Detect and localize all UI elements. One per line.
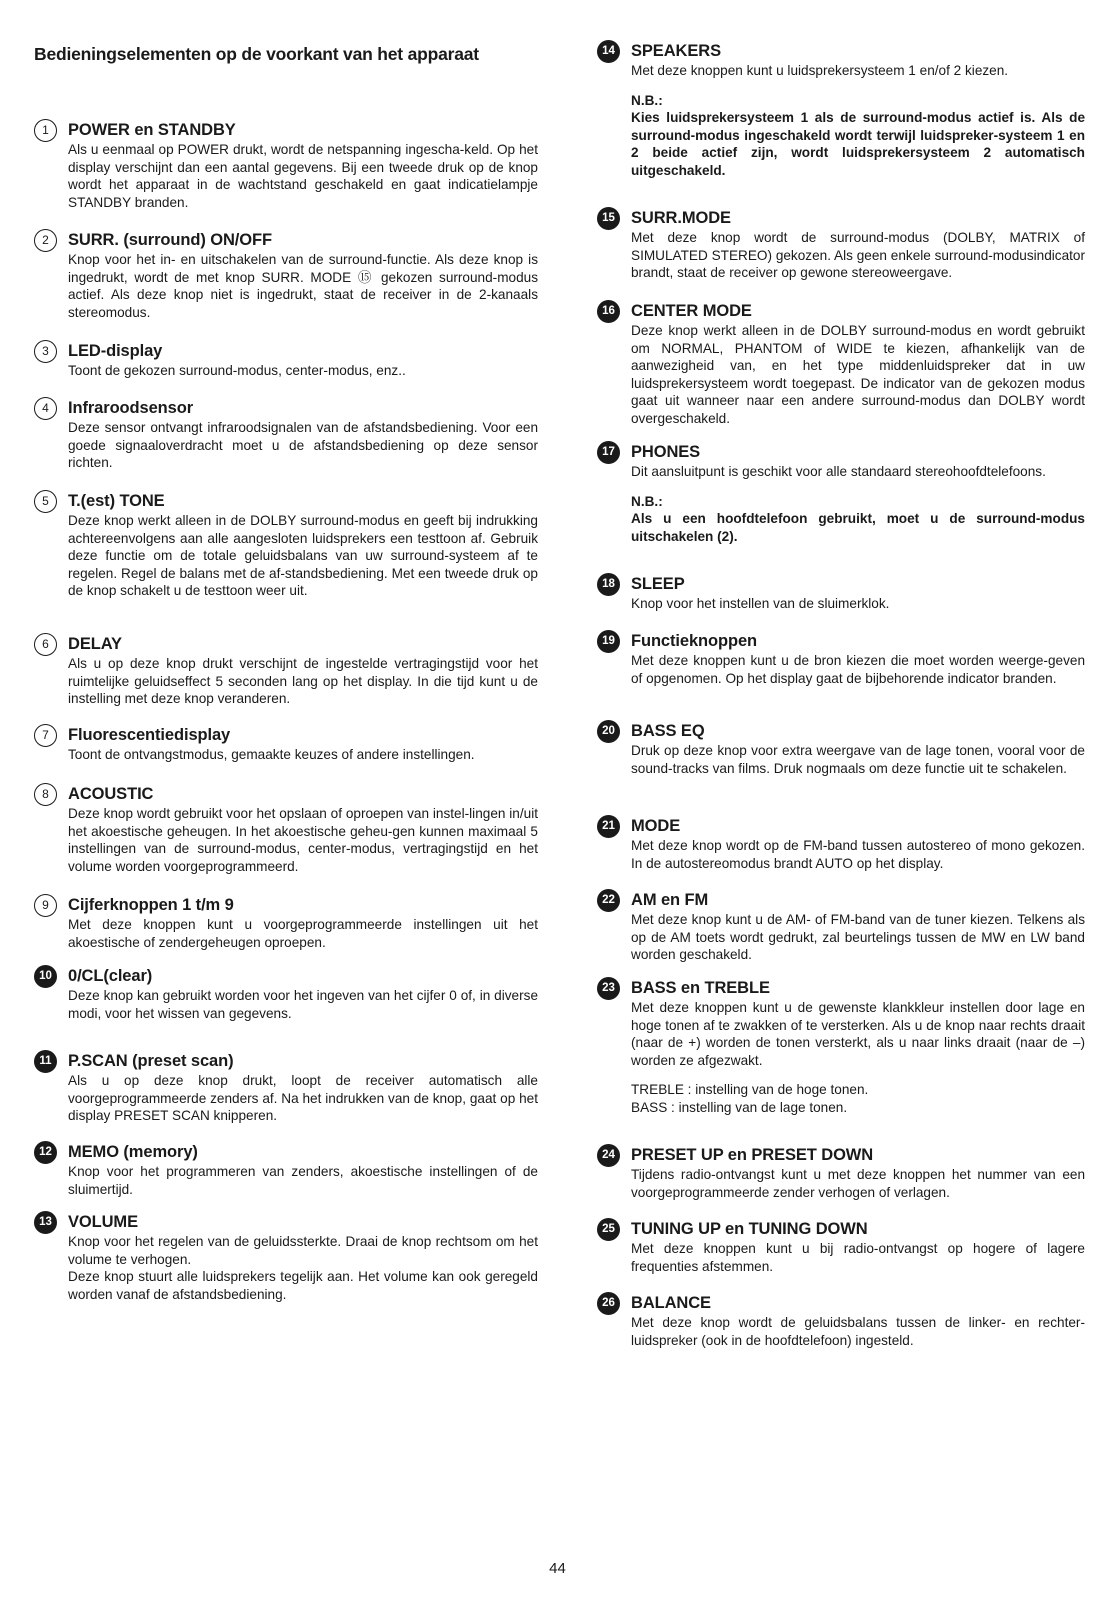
- item-title: AM en FM: [631, 891, 709, 909]
- note-text: Als u een hoofdtelefoon gebruikt, moet u de surround-modus uitschakelen (2).: [631, 511, 1085, 544]
- description-paragraph: Met deze knoppen kunt u de bron kiezen die moet worden weerge-geven of opgenomen. Op het display gaat de bijbehorende indicator branden.: [631, 653, 1085, 686]
- item-description: [631, 1240, 1085, 1275]
- control-item-17: [597, 441, 1085, 545]
- item-number-badge: 4: [34, 397, 57, 420]
- item-title: VOLUME: [68, 1213, 138, 1231]
- item-number-badge: 16: [597, 300, 620, 323]
- item-number-badge: 3: [34, 340, 57, 363]
- item-description: [68, 141, 538, 211]
- control-item-16: [597, 300, 1085, 428]
- item-title: Infraroodsensor: [68, 399, 194, 417]
- description-paragraph: Met deze knoppen kunt u luidsprekersysteem 1 en/of 2 kiezen.: [631, 63, 1009, 78]
- description-paragraph: Deze knop werkt alleen in de DOLBY surround-modus en wordt gebruikt om NORMAL, PHANTOM of WIDE te kiezen, afhankelijk van de aanwezigheid van, en het type middenluidspreker dat in uw luidsprekersysteem wordt toegepast. De indicator van de gekozen modus gaat uit wanneer naar een andere surround-modus dan DOLBY wordt overgeschakeld.: [631, 323, 1085, 426]
- item-title: 0/CL(clear): [68, 967, 153, 985]
- description-paragraph: Deze sensor ontvangt infraroodsignalen van de afstandsbediening. Voor een goede signaaloverdracht moet u de afstandsbediening op deze sensor richten.: [68, 420, 538, 471]
- item-description: [68, 805, 538, 875]
- control-item-10: [34, 965, 538, 1022]
- description-paragraph: Tijdens radio-ontvangst kunt u met deze knoppen het nummer van een voorgeprogrammeerde zender verhogen of verlagen.: [631, 1167, 1085, 1200]
- item-description: [631, 1314, 1085, 1349]
- description-paragraph: Deze knop werkt alleen in de DOLBY surround-modus en geeft bij indrukking achtereenvolgens aan alle aangesloten luidsprekers een testtoon af. Gebruik deze functie om de totale geluidsbalans van uw surround-systeem af te regelen. Regel de balans met de af-standsbediening. Met een tweede druk op de knop schakelt u de testtoon weer uit.: [68, 513, 538, 599]
- item-description: [68, 1233, 538, 1303]
- extra-line: BASS : instelling van de lage tonen.: [631, 1099, 848, 1115]
- item-number-badge: 7: [34, 724, 57, 747]
- item-description: [631, 595, 1085, 613]
- item-title: BALANCE: [631, 1294, 711, 1312]
- item-title: POWER en STANDBY: [68, 121, 236, 139]
- description-paragraph: Met deze knoppen kunt u bij radio-ontvangst op hogere of lagere frequenties afstemmen.: [631, 1241, 1085, 1274]
- item-title: DELAY: [68, 635, 122, 653]
- description-paragraph: Toont de ontvangstmodus, gemaakte keuzes of andere instellingen.: [68, 747, 475, 762]
- control-item-13: [34, 1211, 538, 1303]
- page-title: Bedieningselementen op de voorkant van het apparaat: [34, 44, 479, 64]
- item-number-badge: 21: [597, 815, 620, 838]
- item-title: Functieknoppen: [631, 632, 758, 650]
- description-paragraph: Knop voor het instellen van de sluimerklok.: [631, 596, 890, 611]
- item-title: Fluorescentiedisplay: [68, 726, 231, 744]
- item-title: PHONES: [631, 443, 701, 461]
- control-item-5: [34, 490, 538, 600]
- control-item-11: [34, 1050, 538, 1125]
- item-number-badge: 25: [597, 1218, 620, 1241]
- item-title: MEMO (memory): [68, 1143, 198, 1161]
- control-item-25: [597, 1218, 1085, 1275]
- description-paragraph: Als u op deze knop drukt, loopt de receiver automatisch alle voorgeprogrammeerde zenders af. Na het indrukken van de knop, gaat op het display PRESET SCAN knipperen.: [68, 1073, 538, 1124]
- item-number-badge: 18: [597, 573, 620, 596]
- description-paragraph: Met deze knoppen kunt u de gewenste klankkleur instellen door lage en hoge tonen af te zwakken of te versterken. Als u de knop naar rechts draait (naar de +) worden de tonen versterkt, als u naar links draait (naar de –) worden ze afgezwakt.: [631, 1000, 1085, 1068]
- item-description: [631, 742, 1085, 777]
- description-paragraph: Knop voor het regelen van de geluidssterkte. Draai de knop rechtsom om het volume te verhogen.: [68, 1234, 538, 1267]
- item-description: [68, 512, 538, 600]
- control-item-22: [597, 889, 1085, 964]
- item-number-badge: 5: [34, 490, 57, 513]
- description-paragraph: Knop voor het programmeren van zenders, akoestische instellingen of de sluimertijd.: [68, 1164, 538, 1197]
- control-item-18: [597, 573, 1085, 613]
- control-item-26: [597, 1292, 1085, 1349]
- description-paragraph: Als u op deze knop drukt verschijnt de ingestelde vertragingstijd voor het ruimtelijke geluidseffect 5 seconden lang op het display. In die tijd kunt u de instelling met deze knop veranderen.: [68, 656, 538, 707]
- item-description: [631, 229, 1085, 282]
- item-description: [68, 1072, 538, 1125]
- item-description: [631, 911, 1085, 964]
- control-item-1: [34, 119, 538, 211]
- item-title: MODE: [631, 817, 681, 835]
- control-item-6: [34, 633, 538, 708]
- control-item-9: [34, 894, 538, 951]
- item-number-badge: 1: [34, 119, 57, 142]
- control-item-14: [597, 40, 1085, 180]
- item-title: Cijferknoppen 1 t/m 9: [68, 896, 234, 914]
- note-label: N.B.:: [631, 493, 663, 509]
- description-paragraph: Druk op deze knop voor extra weergave van de lage tonen, vooral voor de sound-tracks van films. Druk nogmaals om deze functie uit te schakelen.: [631, 743, 1085, 776]
- note-label: N.B.:: [631, 92, 663, 108]
- control-item-20: [597, 720, 1085, 777]
- control-item-4: [34, 397, 538, 472]
- control-item-7: [34, 724, 538, 764]
- item-description: [631, 652, 1085, 687]
- item-number-badge: 15: [597, 207, 620, 230]
- item-number-badge: 10: [34, 965, 57, 988]
- description-paragraph: Deze knop stuurt alle luidsprekers tegelijk aan. Het volume kan ook geregeld worden vanaf de afstandsbediening.: [68, 1269, 538, 1302]
- extra-info: [631, 1081, 1085, 1116]
- description-paragraph: Toont de gekozen surround-modus, center-modus, enz..: [68, 363, 406, 378]
- description-paragraph: Met deze knop kunt u de AM- of FM-band van de tuner kiezen. Telkens als op de AM toets wordt gedrukt, zal beurtelings tussen de MW en LW band worden geschakeld.: [631, 912, 1085, 963]
- note-text: Kies luidsprekersysteem 1 als de surround-modus actief is. Als de surround-modus ingeschakeld wordt terwijl luidspreker-systeem 1 en 2 beide actief zijn, wordt luidsprekersysteem 2 automatisch uitgeschakeld.: [631, 110, 1085, 178]
- item-title: BASS en TREBLE: [631, 979, 770, 997]
- item-number-badge: 24: [597, 1144, 620, 1167]
- control-item-21: [597, 815, 1085, 872]
- item-number-badge: 6: [34, 633, 57, 656]
- item-number-badge: 11: [34, 1050, 57, 1073]
- control-item-12: [34, 1141, 538, 1198]
- item-number-badge: 22: [597, 889, 620, 912]
- item-title: ACOUSTIC: [68, 785, 154, 803]
- control-item-23: [597, 977, 1085, 1117]
- left-column: [34, 40, 538, 1302]
- item-description: [68, 362, 538, 380]
- item-description: [68, 987, 538, 1022]
- item-number-badge: 2: [34, 229, 57, 252]
- item-number-badge: 9: [34, 894, 57, 917]
- item-title: TUNING UP en TUNING DOWN: [631, 1220, 868, 1238]
- item-description: [68, 419, 538, 472]
- description-paragraph: Met deze knop wordt de geluidsbalans tussen de linker- en rechter-luidspreker (ook in de hoofdtelefoon) ingesteld.: [631, 1315, 1085, 1348]
- description-paragraph: Knop voor het in- en uitschakelen van de surround-functie. Als deze knop is ingedrukt, wordt de met knop SURR. MODE ⑮ gekozen surround-modus actief. Als deze knop niet is ingedrukt, staat de receiver in de 2-kanaals stereomodus.: [68, 252, 538, 320]
- item-title: PRESET UP en PRESET DOWN: [631, 1146, 874, 1164]
- control-item-19: [597, 630, 1085, 687]
- item-description: [68, 251, 538, 321]
- item-description: [631, 62, 1085, 80]
- item-title: T.(est) TONE: [68, 492, 165, 510]
- item-number-badge: 19: [597, 630, 620, 653]
- description-paragraph: Met deze knop wordt op de FM-band tussen autostereo of mono gekozen. In de autostereomodus brandt AUTO op het display.: [631, 838, 1085, 871]
- item-title: CENTER MODE: [631, 302, 752, 320]
- item-number-badge: 20: [597, 720, 620, 743]
- item-title: SURR. (surround) ON/OFF: [68, 231, 272, 249]
- description-paragraph: Deze knop kan gebruikt worden voor het ingeven van het cijfer 0 of, in diverse modi, voor het wissen van gegevens.: [68, 988, 538, 1021]
- control-item-2: [34, 229, 538, 321]
- item-number-badge: 13: [34, 1211, 57, 1234]
- item-description: [68, 746, 538, 764]
- item-title: SLEEP: [631, 575, 685, 593]
- item-description: [68, 916, 538, 951]
- description-paragraph: Met deze knop wordt de surround-modus (DOLBY, MATRIX of SIMULATED STEREO) gekozen. Als geen enkele surround-modusindicator brandt, staat de receiver op gewone stereoweergave.: [631, 230, 1085, 281]
- item-number-badge: 17: [597, 441, 620, 464]
- item-description: [631, 322, 1085, 428]
- item-title: SPEAKERS: [631, 42, 721, 60]
- description-paragraph: Deze knop wordt gebruikt voor het opslaan of oproepen van instel-lingen in/uit het akoestische geheugen. In het akoestische geheu-gen kunnen maximaal 5 instellingen van de surround-modus, center-modus, vertragingstijd en het volume worden voorgeprogrammeerd.: [68, 806, 538, 874]
- item-title: BASS EQ: [631, 722, 705, 740]
- description-paragraph: Als u eenmaal op POWER drukt, wordt de netspanning ingescha-keld. Op het display verschijnt dan een aantal gegevens. Bij een tweede druk op de knop wordt het apparaat in de wachtstand geschakeld en gaat indicatielampje STANDBY branden.: [68, 142, 538, 210]
- item-description: [631, 999, 1085, 1069]
- item-description: [68, 655, 538, 708]
- item-number-badge: 26: [597, 1292, 620, 1315]
- item-description: [631, 1166, 1085, 1201]
- item-title: LED-display: [68, 342, 163, 360]
- description-paragraph: Met deze knoppen kunt u voorgeprogrammeerde instellingen uit het akoestische of zendergeheugen oproepen.: [68, 917, 538, 950]
- item-title: SURR.MODE: [631, 209, 731, 227]
- item-number-badge: 12: [34, 1141, 57, 1164]
- control-item-8: [34, 783, 538, 875]
- extra-line: TREBLE : instelling van de hoge tonen.: [631, 1082, 869, 1098]
- item-number-badge: 8: [34, 783, 57, 806]
- item-description: [631, 837, 1085, 872]
- control-item-3: [34, 340, 538, 380]
- item-description: [631, 463, 1085, 481]
- item-description: [68, 1163, 538, 1198]
- description-paragraph: Dit aansluitpunt is geschikt voor alle standaard stereohoofdtelefoons.: [631, 464, 1046, 479]
- page-number: 44: [549, 1560, 566, 1577]
- item-number-badge: 23: [597, 977, 620, 1000]
- control-item-15: [597, 207, 1085, 282]
- item-number-badge: 14: [597, 40, 620, 63]
- item-title: P.SCAN (preset scan): [68, 1052, 234, 1070]
- control-item-24: [597, 1144, 1085, 1201]
